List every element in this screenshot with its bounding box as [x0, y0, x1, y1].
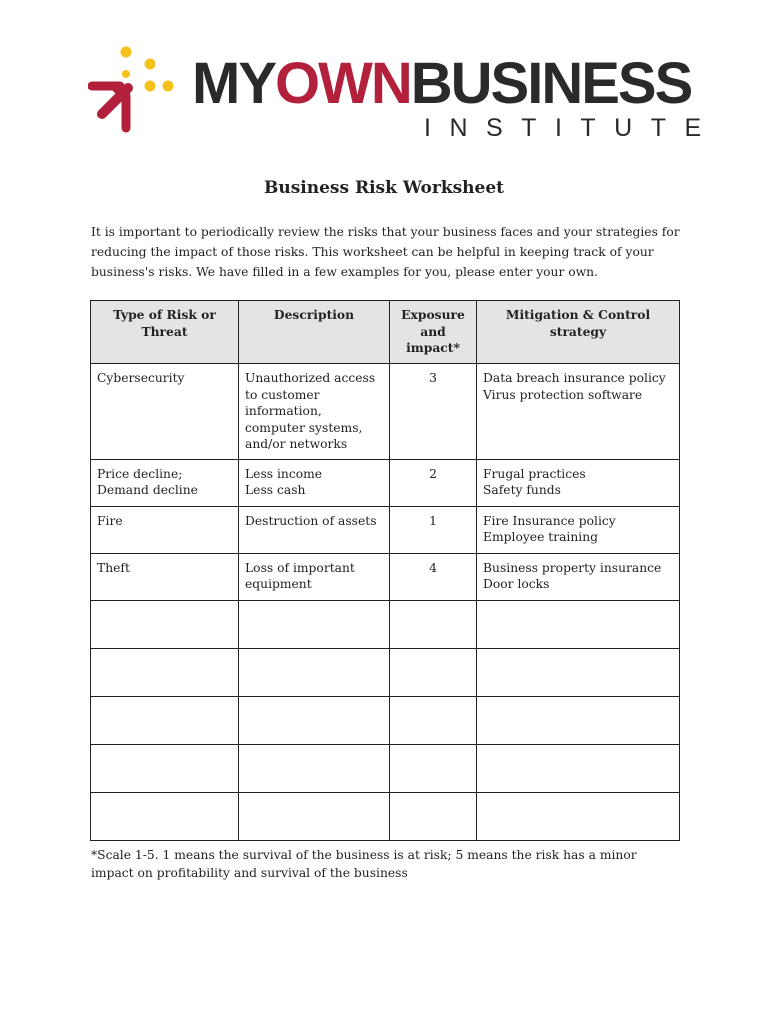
risk-table: [90, 300, 680, 841]
table-row: [91, 506, 680, 553]
empty-cell-mitigation[interactable]: [477, 600, 680, 648]
scale-footnote: *Scale 1-5. 1 means the survival of the business is at risk; 5 means the risk has a minor impact on profitability and survival of the business: [91, 848, 637, 880]
empty-cell-mitigation[interactable]: [477, 696, 680, 744]
empty-cell-description[interactable]: [239, 600, 390, 648]
empty-row: [91, 744, 680, 792]
empty-row: [91, 792, 680, 840]
empty-row: [91, 648, 680, 696]
brand-my: MY: [192, 51, 275, 116]
empty-cell-mitigation[interactable]: [477, 744, 680, 792]
empty-cell-exposure[interactable]: [390, 744, 477, 792]
table-row: [91, 364, 680, 460]
empty-row: [91, 696, 680, 744]
table-header-row: [91, 301, 680, 364]
empty-cell-type[interactable]: [91, 696, 239, 744]
cell-description[interactable]: Unauthorized access to customer information, computer systems, and/or networks: [239, 364, 390, 460]
empty-cell-description[interactable]: [239, 792, 390, 840]
brand-business: BUSINESS: [410, 51, 692, 116]
page-title: Business Risk Worksheet: [263, 178, 505, 198]
logo-arrow-icon: [88, 44, 178, 134]
empty-cell-exposure[interactable]: [390, 648, 477, 696]
cell-exposure[interactable]: 2: [390, 459, 477, 506]
empty-cell-mitigation[interactable]: [477, 792, 680, 840]
empty-cell-description[interactable]: [239, 696, 390, 744]
empty-cell-type[interactable]: [91, 792, 239, 840]
header-mitigation: Mitigation & Control strategy: [477, 301, 680, 364]
brand-institute: INSTITUTE: [424, 114, 720, 142]
header-exposure: Exposure and impact*: [390, 301, 477, 364]
empty-cell-exposure[interactable]: [390, 696, 477, 744]
cell-type[interactable]: Cybersecurity: [91, 364, 239, 460]
cell-mitigation[interactable]: Data breach insurance policy Virus protection software: [477, 364, 680, 460]
cell-description[interactable]: Destruction of assets: [239, 506, 390, 553]
intro-paragraph: It is important to periodically review the risks that your business faces and your strategies for reducing the impact of those risks. This worksheet can be helpful in keeping track of your business's risks. We have filled in a few examples for you, please enter your own.: [91, 225, 680, 279]
cell-exposure[interactable]: 3: [390, 364, 477, 460]
empty-cell-description[interactable]: [239, 744, 390, 792]
cell-exposure[interactable]: 1: [390, 506, 477, 553]
cell-type[interactable]: Theft: [91, 553, 239, 600]
cell-mitigation[interactable]: Frugal practices Safety funds: [477, 459, 680, 506]
empty-cell-exposure[interactable]: [390, 600, 477, 648]
brand-own: OWN: [275, 51, 411, 116]
logo: [88, 44, 720, 144]
cell-type[interactable]: Fire: [91, 506, 239, 553]
empty-cell-mitigation[interactable]: [477, 648, 680, 696]
table-row: [91, 459, 680, 506]
cell-exposure[interactable]: 4: [390, 553, 477, 600]
empty-cell-type[interactable]: [91, 648, 239, 696]
cell-mitigation[interactable]: Fire Insurance policy Employee training: [477, 506, 680, 553]
header-type: Type of Risk or Threat: [91, 301, 239, 364]
empty-cell-exposure[interactable]: [390, 792, 477, 840]
brand-name: [192, 51, 692, 116]
table-row: [91, 553, 680, 600]
header-description: Description: [239, 301, 390, 364]
empty-cell-description[interactable]: [239, 648, 390, 696]
cell-description[interactable]: Less income Less cash: [239, 459, 390, 506]
empty-row: [91, 600, 680, 648]
empty-cell-type[interactable]: [91, 600, 239, 648]
cell-type[interactable]: Price decline; Demand decline: [91, 459, 239, 506]
cell-mitigation[interactable]: Business property insurance Door locks: [477, 553, 680, 600]
cell-description[interactable]: Loss of important equipment: [239, 553, 390, 600]
empty-cell-type[interactable]: [91, 744, 239, 792]
